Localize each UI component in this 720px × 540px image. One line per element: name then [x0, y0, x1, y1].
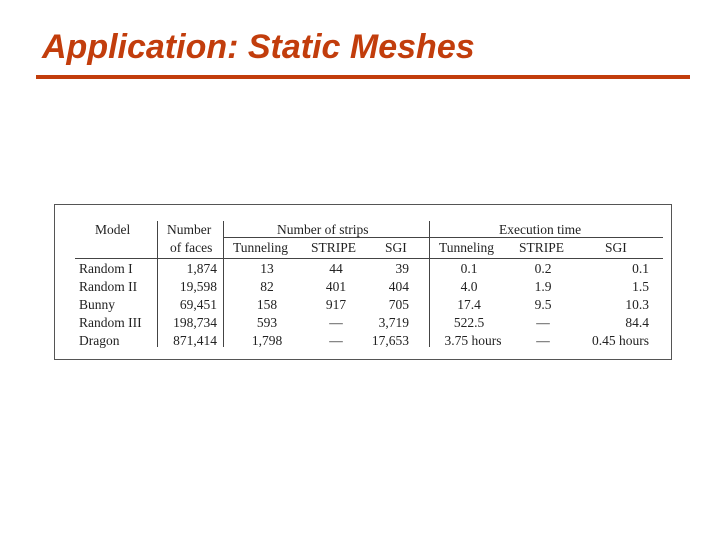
results-table — [54, 204, 672, 360]
header-of-faces: of faces — [170, 240, 213, 255]
cell-model: Dragon — [79, 333, 120, 348]
cell-model: Random I — [79, 261, 133, 276]
cell-time-sgi: 0.45 hours — [592, 333, 649, 348]
cell-faces: 19,598 — [179, 279, 217, 294]
header-strips-tunneling: Tunneling — [233, 240, 289, 255]
cell-time-stripe: 9.5 — [534, 297, 552, 312]
header-number: Number — [167, 222, 212, 237]
cell-strips-tunneling: 1,798 — [251, 333, 283, 348]
cell-time-stripe: — — [536, 333, 550, 348]
title-underline — [36, 75, 690, 79]
header-strips-group: Number of strips — [277, 222, 369, 237]
cell-strips-stripe: — — [329, 315, 343, 330]
cell-strips-sgi: 705 — [388, 297, 409, 312]
cell-strips-sgi: 17,653 — [371, 333, 409, 348]
cell-strips-tunneling: 13 — [260, 261, 274, 276]
cell-time-stripe: 0.2 — [534, 261, 552, 276]
header-time-sgi: SGI — [605, 240, 627, 255]
cell-strips-stripe: 917 — [325, 297, 347, 312]
cell-strips-tunneling: 593 — [256, 315, 278, 330]
header-strips-stripe: STRIPE — [311, 240, 357, 255]
cell-strips-stripe: 44 — [329, 261, 343, 276]
cell-time-tunneling: 17.4 — [457, 297, 481, 312]
cell-time-sgi: 84.4 — [625, 315, 649, 330]
header-rule — [75, 258, 663, 259]
cell-faces: 1,874 — [186, 261, 217, 276]
cell-faces: 69,451 — [179, 297, 217, 312]
cell-time-tunneling: 3.75 hours — [444, 333, 502, 348]
cell-time-sgi: 10.3 — [625, 297, 649, 312]
column-divider — [157, 221, 158, 347]
cell-strips-sgi: 39 — [395, 261, 409, 276]
cell-time-tunneling: 4.0 — [460, 279, 478, 294]
cell-strips-stripe: 401 — [325, 279, 347, 294]
cell-time-stripe: 1.9 — [534, 279, 552, 294]
header-model: Model — [95, 222, 131, 237]
column-divider — [429, 221, 430, 347]
cell-strips-stripe: — — [329, 333, 343, 348]
cell-model: Random II — [79, 279, 138, 294]
cell-strips-tunneling: 158 — [256, 297, 278, 312]
table-body — [75, 219, 663, 349]
cell-time-sgi: 0.1 — [632, 261, 649, 276]
cell-model: Random III — [79, 315, 142, 330]
header-time-stripe: STRIPE — [519, 240, 565, 255]
cell-faces: 871,414 — [173, 333, 217, 348]
cell-strips-sgi: 3,719 — [378, 315, 409, 330]
cell-time-sgi: 1.5 — [632, 279, 649, 294]
column-divider — [223, 221, 224, 347]
cell-strips-sgi: 404 — [388, 279, 409, 294]
cell-time-stripe: — — [536, 315, 550, 330]
cell-strips-tunneling: 82 — [260, 279, 274, 294]
header-time-tunneling: Tunneling — [439, 240, 495, 255]
header-time-group: Execution time — [499, 222, 582, 237]
cell-time-tunneling: 0.1 — [460, 261, 478, 276]
header-strips-sgi: SGI — [385, 240, 407, 255]
cell-time-tunneling: 522.5 — [453, 315, 485, 330]
cell-model: Bunny — [79, 297, 116, 312]
page-title: Application: Static Meshes — [42, 28, 475, 66]
cell-faces: 198,734 — [173, 315, 217, 330]
